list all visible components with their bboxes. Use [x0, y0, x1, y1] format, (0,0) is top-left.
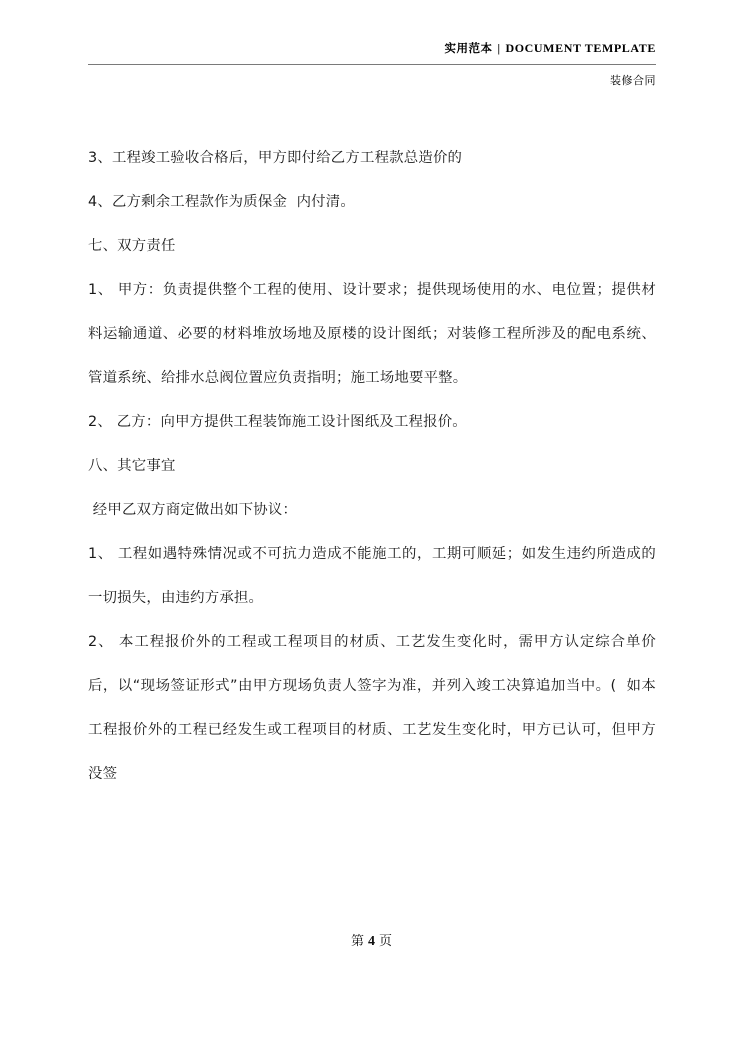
section-heading: 八、其它事宜: [88, 458, 176, 474]
footer-suffix: 页: [379, 934, 394, 949]
paragraph: 2、 乙方：向甲方提供工程装饰施工设计图纸及工程报价。: [88, 414, 467, 430]
paragraph: 1、 甲方：负责提供整个工程的使用、设计要求；提供现场使用的水、电位置；提供材料运输通道、必要的材料堆放场地及原楼的设计图纸；对装修工程所涉及的配电系统、管道系统、给排水总阀位置应负责指明；施工场地要平整。: [88, 282, 656, 386]
page-content-area: [88, 40, 656, 1012]
header-divider: [88, 64, 656, 65]
document-body: [88, 136, 656, 796]
header-brand: [88, 40, 656, 57]
page-number-label: [351, 934, 393, 949]
paragraph: 1、 工程如遇特殊情况或不可抗力造成不能施工的，工期可顺延；如发生违约所造成的一切损失，由违约方承担。: [88, 546, 656, 606]
header-doc-title: 装修合同: [610, 74, 656, 87]
footer-prefix: 第: [350, 934, 365, 949]
page-header: [88, 40, 656, 102]
paragraph: 4、乙方剩余工程款作为质保金 内付清。: [88, 194, 355, 210]
paragraph: 2、 本工程报价外的工程或工程项目的材质、工艺发生变化时，需甲方认定综合单价后，以“现场签证形式”由甲方现场负责人签字为准，并列入竣工决算追加当中。( 如本工程报价外的工程已经发生或工程项目的材质、工艺发生变化时，甲方已认可，但甲方没签: [88, 634, 656, 782]
section-heading: 七、双方责任: [88, 238, 176, 254]
header-brand-en: DOCUMENT TEMPLATE: [505, 41, 656, 55]
paragraph: 3、工程竣工验收合格后，甲方即付给乙方工程款总造价的: [88, 150, 463, 166]
header-separator: |: [497, 43, 501, 55]
header-brand-cn: 实用范本: [444, 41, 493, 55]
footer-page-number: 4: [368, 934, 376, 949]
page-footer: [88, 930, 656, 950]
paragraph: 经甲乙双方商定做出如下协议：: [88, 502, 298, 518]
